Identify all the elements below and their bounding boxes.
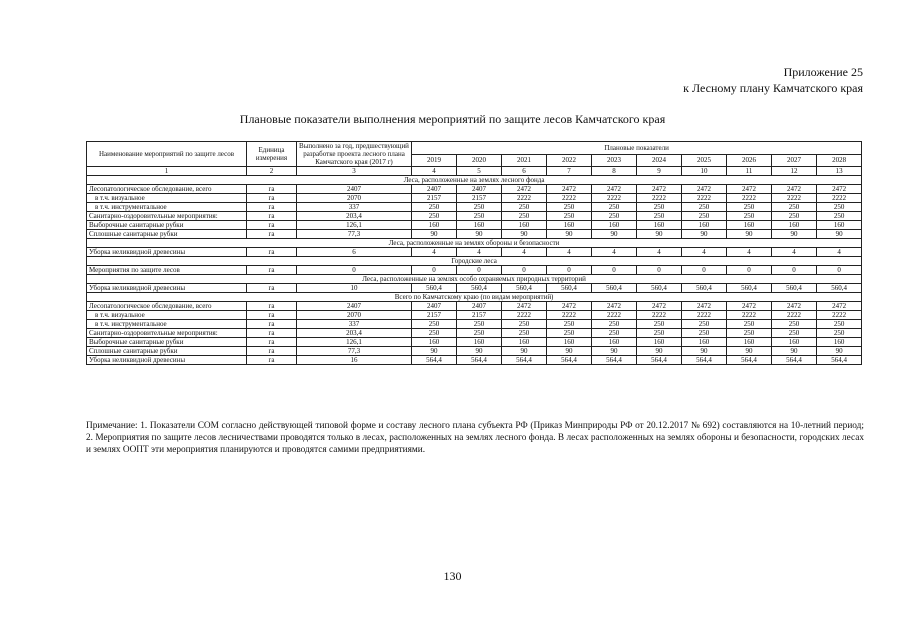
header-numbers-row [87, 167, 862, 176]
row-unit: га [247, 311, 297, 320]
indicators-table-container [86, 141, 861, 365]
row-unit: га [247, 338, 297, 347]
row-value: 564,4 [412, 356, 457, 365]
row-value: 564,4 [727, 356, 772, 365]
column-number: 11 [727, 167, 772, 176]
row-value: 90 [412, 347, 457, 356]
header-done: Выполнено за год, предшествующий разработке проекта лесного плана Камчатского края (2017 г) [297, 142, 412, 167]
row-done: 337 [297, 203, 412, 212]
row-name: в т.ч. визуальное [87, 194, 247, 203]
section-title: Леса, расположенные на землях обороны и безопасности [87, 239, 862, 248]
section-title: Леса, расположенные на землях особо охраняемых природных территорий [87, 275, 862, 284]
row-value: 250 [502, 320, 547, 329]
header-planned: Плановые показатели [412, 142, 862, 155]
row-value: 90 [772, 230, 817, 239]
row-value: 560,4 [547, 284, 592, 293]
row-value: 160 [592, 221, 637, 230]
row-value: 250 [772, 203, 817, 212]
row-value: 2157 [457, 194, 502, 203]
table-row [87, 266, 862, 275]
row-unit: га [247, 329, 297, 338]
header-year: 2025 [682, 154, 727, 167]
header-year: 2024 [637, 154, 682, 167]
row-value: 90 [727, 230, 772, 239]
row-value: 2472 [547, 302, 592, 311]
row-value: 250 [637, 203, 682, 212]
table-row [87, 356, 862, 365]
column-number: 13 [817, 167, 862, 176]
row-unit: га [247, 284, 297, 293]
row-value: 4 [637, 248, 682, 257]
table-row [87, 284, 862, 293]
row-value: 2407 [457, 185, 502, 194]
row-value: 160 [457, 338, 502, 347]
row-value: 250 [412, 320, 457, 329]
row-value: 4 [592, 248, 637, 257]
row-value: 160 [727, 221, 772, 230]
row-value: 250 [817, 203, 862, 212]
section-row [87, 239, 862, 248]
column-number: 12 [772, 167, 817, 176]
row-unit: га [247, 212, 297, 221]
row-value: 2472 [592, 185, 637, 194]
row-value: 250 [547, 212, 592, 221]
row-done: 10 [297, 284, 412, 293]
row-value: 2222 [592, 194, 637, 203]
row-unit: га [247, 230, 297, 239]
row-unit: га [247, 347, 297, 356]
row-value: 160 [817, 338, 862, 347]
row-value: 250 [727, 320, 772, 329]
column-number: 8 [592, 167, 637, 176]
row-value: 250 [637, 320, 682, 329]
table-header [87, 142, 862, 176]
row-value: 250 [817, 320, 862, 329]
row-value: 2472 [637, 185, 682, 194]
row-value: 250 [592, 212, 637, 221]
row-value: 160 [637, 338, 682, 347]
row-value: 90 [502, 230, 547, 239]
row-value: 0 [592, 266, 637, 275]
appendix-reference: к Лесному плану Камчатского края [683, 81, 863, 95]
row-value: 90 [592, 230, 637, 239]
row-value: 560,4 [682, 284, 727, 293]
column-number: 9 [637, 167, 682, 176]
row-value: 2157 [457, 311, 502, 320]
row-value: 250 [727, 212, 772, 221]
row-value: 250 [772, 212, 817, 221]
row-done: 2407 [297, 185, 412, 194]
row-value: 90 [772, 347, 817, 356]
row-value: 2222 [727, 194, 772, 203]
row-value: 160 [412, 338, 457, 347]
header-year: 2021 [502, 154, 547, 167]
table-row [87, 194, 862, 203]
column-number: 2 [247, 167, 297, 176]
row-value: 2222 [502, 311, 547, 320]
row-value: 250 [412, 212, 457, 221]
row-value: 90 [637, 347, 682, 356]
row-name: Лесопатологическое обследование, всего [87, 302, 247, 311]
page-number: 130 [443, 569, 462, 583]
row-value: 160 [772, 338, 817, 347]
table-row [87, 212, 862, 221]
column-number: 5 [457, 167, 502, 176]
row-value: 250 [457, 212, 502, 221]
row-value: 250 [682, 329, 727, 338]
table-row [87, 248, 862, 257]
section-title: Леса, расположенные на землях лесного фонда [87, 176, 862, 185]
row-value: 250 [727, 203, 772, 212]
row-value: 2472 [682, 302, 727, 311]
column-number: 7 [547, 167, 592, 176]
row-value: 2472 [817, 185, 862, 194]
row-value: 250 [592, 320, 637, 329]
row-value: 160 [457, 221, 502, 230]
row-name: Уборка неликвидной древесины [87, 356, 247, 365]
row-name: Мероприятия по защите лесов [87, 266, 247, 275]
row-value: 90 [457, 347, 502, 356]
row-value: 564,4 [592, 356, 637, 365]
row-value: 90 [817, 230, 862, 239]
row-value: 250 [457, 203, 502, 212]
row-value: 250 [817, 329, 862, 338]
header-year: 2019 [412, 154, 457, 167]
table-body [87, 176, 862, 365]
row-value: 250 [637, 212, 682, 221]
row-done: 337 [297, 320, 412, 329]
row-value: 2222 [547, 194, 592, 203]
document-title: Плановые показатели выполнения мероприятий по защите лесов Камчатского края [239, 112, 666, 126]
row-value: 0 [727, 266, 772, 275]
row-value: 2472 [772, 302, 817, 311]
row-value: 250 [772, 329, 817, 338]
section-row [87, 257, 862, 266]
row-value: 90 [682, 347, 727, 356]
row-value: 160 [772, 221, 817, 230]
row-value: 2472 [592, 302, 637, 311]
table-row [87, 203, 862, 212]
row-value: 90 [637, 230, 682, 239]
appendix-number: Приложение 25 [783, 65, 863, 79]
row-value: 564,4 [547, 356, 592, 365]
row-done: 126,1 [297, 221, 412, 230]
column-number: 6 [502, 167, 547, 176]
section-title: Городские леса [87, 257, 862, 266]
row-value: 250 [592, 329, 637, 338]
row-done: 2407 [297, 302, 412, 311]
row-value: 90 [547, 347, 592, 356]
footnote: Примечание: 1. Показатели СОМ согласно действующей типовой форме и составу лесного плана субъекта РФ (Приказ Минприроды РФ от 20.12.2017 № 692) составляются на 10-летний период; 2. Мероприятия по защите лесов лесничествами проводятся только в лесах, расположенных на землях лесного фонда. В лесах расположенных на землях обороны и безопасности, городских лесах и землях ООПТ эти мероприятия планируются и проводятся самими предприятиями. [86, 421, 864, 455]
row-value: 250 [817, 212, 862, 221]
row-value: 250 [502, 203, 547, 212]
row-unit: га [247, 185, 297, 194]
row-name: Санитарно-оздоровительные мероприятия: [87, 212, 247, 221]
row-unit: га [247, 194, 297, 203]
row-value: 2222 [547, 311, 592, 320]
row-value: 250 [682, 212, 727, 221]
row-value: 4 [457, 248, 502, 257]
row-value: 160 [502, 338, 547, 347]
row-unit: га [247, 248, 297, 257]
row-unit: га [247, 302, 297, 311]
row-value: 2222 [727, 311, 772, 320]
row-value: 160 [547, 221, 592, 230]
row-value: 90 [502, 347, 547, 356]
table-row [87, 320, 862, 329]
row-value: 2222 [772, 311, 817, 320]
row-value: 560,4 [502, 284, 547, 293]
row-value: 2157 [412, 311, 457, 320]
row-unit: га [247, 266, 297, 275]
row-name: в т.ч. инструментальное [87, 320, 247, 329]
row-value: 560,4 [772, 284, 817, 293]
row-value: 2222 [817, 311, 862, 320]
row-done: 0 [297, 266, 412, 275]
header-unit: Единица измерения [247, 142, 297, 167]
row-value: 250 [727, 329, 772, 338]
indicators-table [86, 141, 862, 365]
row-done: 16 [297, 356, 412, 365]
row-value: 90 [592, 347, 637, 356]
row-value: 160 [502, 221, 547, 230]
row-value: 564,4 [682, 356, 727, 365]
table-row [87, 221, 862, 230]
row-value: 250 [502, 329, 547, 338]
header-year: 2020 [457, 154, 502, 167]
row-value: 4 [772, 248, 817, 257]
section-title: Всего по Камчатскому краю (по видам мероприятий) [87, 293, 862, 302]
row-value: 90 [727, 347, 772, 356]
column-number: 10 [682, 167, 727, 176]
row-name: Сплошные санитарные рубки [87, 230, 247, 239]
row-done: 6 [297, 248, 412, 257]
table-row [87, 347, 862, 356]
row-name: Уборка неликвидной древесины [87, 284, 247, 293]
row-value: 2472 [502, 185, 547, 194]
row-value: 90 [457, 230, 502, 239]
row-value: 0 [457, 266, 502, 275]
column-number: 3 [297, 167, 412, 176]
row-value: 2472 [817, 302, 862, 311]
column-number: 1 [87, 167, 247, 176]
row-value: 160 [592, 338, 637, 347]
row-done: 2070 [297, 194, 412, 203]
row-value: 0 [817, 266, 862, 275]
row-value: 2222 [592, 311, 637, 320]
section-row [87, 275, 862, 284]
row-value: 2222 [817, 194, 862, 203]
row-name: в т.ч. инструментальное [87, 203, 247, 212]
row-value: 90 [547, 230, 592, 239]
table-row [87, 185, 862, 194]
row-value: 560,4 [637, 284, 682, 293]
column-number: 4 [412, 167, 457, 176]
row-value: 160 [682, 221, 727, 230]
row-value: 250 [412, 203, 457, 212]
row-name: Выборочные санитарные рубки [87, 338, 247, 347]
header-year: 2028 [817, 154, 862, 167]
row-value: 2407 [412, 302, 457, 311]
row-value: 2472 [772, 185, 817, 194]
table-row [87, 338, 862, 347]
row-done: 126,1 [297, 338, 412, 347]
row-value: 2222 [637, 311, 682, 320]
table-row [87, 230, 862, 239]
row-value: 4 [547, 248, 592, 257]
row-value: 2472 [502, 302, 547, 311]
row-value: 250 [412, 329, 457, 338]
row-value: 2222 [637, 194, 682, 203]
row-value: 2407 [457, 302, 502, 311]
row-value: 2407 [412, 185, 457, 194]
row-value: 0 [502, 266, 547, 275]
row-value: 4 [727, 248, 772, 257]
row-value: 250 [502, 212, 547, 221]
row-value: 160 [682, 338, 727, 347]
row-value: 560,4 [412, 284, 457, 293]
section-row [87, 293, 862, 302]
row-unit: га [247, 356, 297, 365]
table-row [87, 302, 862, 311]
row-value: 564,4 [457, 356, 502, 365]
header-year: 2023 [592, 154, 637, 167]
row-value: 250 [682, 320, 727, 329]
row-name: Лесопатологическое обследование, всего [87, 185, 247, 194]
row-value: 4 [502, 248, 547, 257]
row-value: 0 [412, 266, 457, 275]
row-value: 2222 [682, 194, 727, 203]
row-value: 2472 [637, 302, 682, 311]
header-year: 2022 [547, 154, 592, 167]
row-value: 250 [547, 320, 592, 329]
row-name: Сплошные санитарные рубки [87, 347, 247, 356]
row-unit: га [247, 320, 297, 329]
row-done: 203,4 [297, 212, 412, 221]
row-value: 564,4 [502, 356, 547, 365]
row-value: 90 [682, 230, 727, 239]
row-value: 90 [817, 347, 862, 356]
header-year: 2027 [772, 154, 817, 167]
row-name: Выборочные санитарные рубки [87, 221, 247, 230]
row-value: 0 [547, 266, 592, 275]
row-done: 2070 [297, 311, 412, 320]
table-row [87, 311, 862, 320]
row-value: 4 [817, 248, 862, 257]
row-value: 250 [637, 329, 682, 338]
row-value: 160 [817, 221, 862, 230]
row-value: 160 [547, 338, 592, 347]
row-value: 2222 [682, 311, 727, 320]
row-value: 90 [412, 230, 457, 239]
row-value: 2157 [412, 194, 457, 203]
row-value: 160 [637, 221, 682, 230]
row-value: 0 [772, 266, 817, 275]
row-value: 2222 [502, 194, 547, 203]
row-value: 2472 [727, 302, 772, 311]
row-unit: га [247, 221, 297, 230]
row-value: 564,4 [772, 356, 817, 365]
row-value: 2472 [547, 185, 592, 194]
row-value: 2222 [772, 194, 817, 203]
row-unit: га [247, 203, 297, 212]
row-done: 77,3 [297, 230, 412, 239]
header-year: 2026 [727, 154, 772, 167]
row-value: 560,4 [457, 284, 502, 293]
row-value: 2472 [682, 185, 727, 194]
row-value: 560,4 [592, 284, 637, 293]
row-value: 250 [547, 203, 592, 212]
row-value: 160 [727, 338, 772, 347]
row-value: 250 [682, 203, 727, 212]
row-value: 564,4 [817, 356, 862, 365]
row-value: 160 [412, 221, 457, 230]
row-name: Санитарно-оздоровительные мероприятия: [87, 329, 247, 338]
row-value: 250 [592, 203, 637, 212]
row-value: 0 [682, 266, 727, 275]
row-done: 203,4 [297, 329, 412, 338]
row-done: 77,3 [297, 347, 412, 356]
section-row [87, 176, 862, 185]
row-value: 250 [772, 320, 817, 329]
row-name: в т.ч. визуальное [87, 311, 247, 320]
row-value: 0 [637, 266, 682, 275]
row-value: 250 [457, 320, 502, 329]
row-value: 250 [457, 329, 502, 338]
header-name: Наименование мероприятий по защите лесов [87, 142, 247, 167]
appendix-header [683, 64, 863, 96]
row-value: 250 [547, 329, 592, 338]
row-value: 2472 [727, 185, 772, 194]
row-value: 4 [412, 248, 457, 257]
row-name: Уборка неликвидной древесины [87, 248, 247, 257]
table-row [87, 329, 862, 338]
row-value: 564,4 [637, 356, 682, 365]
row-value: 560,4 [817, 284, 862, 293]
row-value: 560,4 [727, 284, 772, 293]
row-value: 4 [682, 248, 727, 257]
